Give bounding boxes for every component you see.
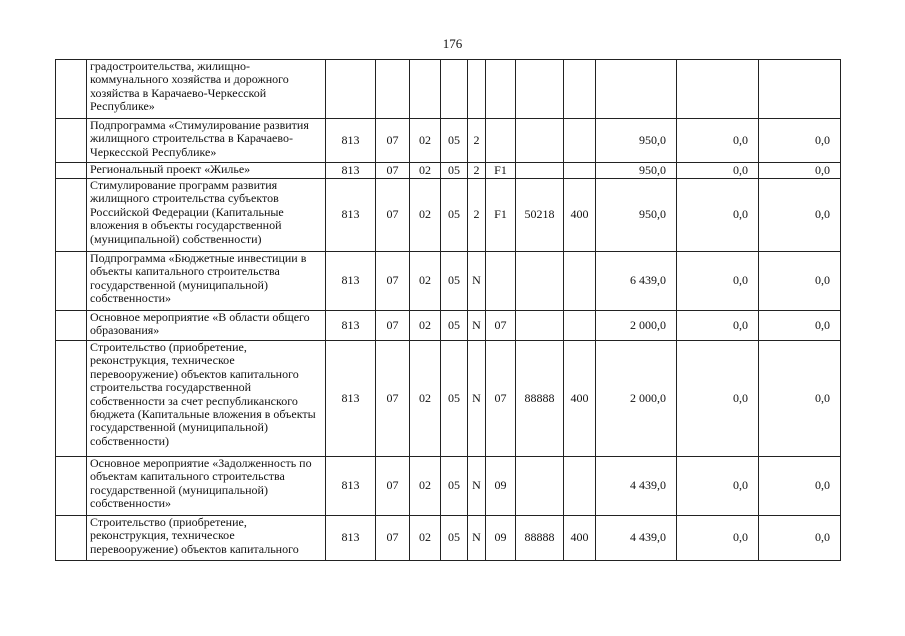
- table-row: [56, 311, 841, 341]
- ministry-code: 813: [326, 311, 376, 341]
- sum-2022: 0,0: [759, 311, 841, 341]
- sum-2020: 6 439,0: [596, 252, 677, 311]
- direction-code: 88888: [516, 341, 564, 457]
- subsection-code: 02: [410, 516, 441, 561]
- subprogram-code: N: [468, 252, 486, 311]
- section-code: 07: [376, 119, 410, 163]
- sum-2021: 0,0: [677, 311, 759, 341]
- subprogram-code: [468, 60, 486, 119]
- expense-type-code: 400: [564, 341, 596, 457]
- section-code: 07: [376, 457, 410, 516]
- project-code: 09: [486, 516, 516, 561]
- ministry-code: [326, 60, 376, 119]
- section-code: 07: [376, 179, 410, 252]
- subprogram-code: N: [468, 457, 486, 516]
- subsection-code: 02: [410, 119, 441, 163]
- sum-2021: 0,0: [677, 163, 759, 179]
- sum-2022: 0,0: [759, 163, 841, 179]
- row-number: [56, 516, 87, 561]
- sum-2022: 0,0: [759, 341, 841, 457]
- expense-type-code: [564, 60, 596, 119]
- sum-2020: 4 439,0: [596, 516, 677, 561]
- ministry-code: 813: [326, 163, 376, 179]
- table-row: [56, 119, 841, 163]
- section-code: 07: [376, 341, 410, 457]
- project-code: F1: [486, 163, 516, 179]
- row-number: [56, 341, 87, 457]
- sum-2020: 2 000,0: [596, 311, 677, 341]
- subsection-code: 02: [410, 341, 441, 457]
- row-name: Подпрограмма «Бюджетные инвестиции в объекты капитального строительства государственной (муниципальной) собственности»: [87, 252, 326, 311]
- project-code: [486, 60, 516, 119]
- subprogram-code: 2: [468, 163, 486, 179]
- row-name: Основное мероприятие «Задолженность по объектам капитального строительства государственной (муниципальной) собственности»: [87, 457, 326, 516]
- sum-2020: 4 439,0: [596, 457, 677, 516]
- sum-2020: 950,0: [596, 163, 677, 179]
- program-code: 05: [441, 179, 468, 252]
- subprogram-code: N: [468, 311, 486, 341]
- table-row: [56, 179, 841, 252]
- subprogram-code: N: [468, 516, 486, 561]
- page-number: 176: [442, 36, 463, 51]
- expense-type-code: 400: [564, 179, 596, 252]
- project-code: [486, 119, 516, 163]
- sum-2021: 0,0: [677, 252, 759, 311]
- project-code: [486, 252, 516, 311]
- direction-code: [516, 60, 564, 119]
- table-row: [56, 60, 841, 119]
- program-code: [441, 60, 468, 119]
- program-code: 05: [441, 252, 468, 311]
- subsection-code: 02: [410, 457, 441, 516]
- row-name: Подпрограмма «Стимулирование развития жилищного строительства в Карачаево-Черкесской Республике»: [87, 119, 326, 163]
- sum-2021: 0,0: [677, 179, 759, 252]
- row-name: Строительство (приобретение, реконструкция, техническое перевооружение) объектов капитального: [87, 516, 326, 561]
- sum-2021: 0,0: [677, 119, 759, 163]
- ministry-code: 813: [326, 179, 376, 252]
- expense-type-code: 400: [564, 516, 596, 561]
- sum-2020: 2 000,0: [596, 341, 677, 457]
- sum-2022: [759, 60, 841, 119]
- ministry-code: 813: [326, 252, 376, 311]
- row-number: [56, 60, 87, 119]
- program-code: 05: [441, 457, 468, 516]
- row-name: градостроительства, жилищно-коммунального хозяйства и дорожного хозяйства в Карачаево-Черкесской Республике»: [87, 60, 326, 119]
- row-number: [56, 252, 87, 311]
- sum-2020: 950,0: [596, 119, 677, 163]
- direction-code: [516, 163, 564, 179]
- sum-2022: 0,0: [759, 252, 841, 311]
- direction-code: [516, 119, 564, 163]
- table-row: [56, 163, 841, 179]
- subsection-code: 02: [410, 179, 441, 252]
- subsection-code: [410, 60, 441, 119]
- subsection-code: 02: [410, 163, 441, 179]
- program-code: 05: [441, 311, 468, 341]
- ministry-code: 813: [326, 516, 376, 561]
- program-code: 05: [441, 163, 468, 179]
- sum-2021: 0,0: [677, 516, 759, 561]
- direction-code: 50218: [516, 179, 564, 252]
- expense-type-code: [564, 457, 596, 516]
- direction-code: [516, 311, 564, 341]
- program-code: 05: [441, 516, 468, 561]
- sum-2022: 0,0: [759, 457, 841, 516]
- table-row: [56, 516, 841, 561]
- direction-code: 88888: [516, 516, 564, 561]
- table-row: [56, 252, 841, 311]
- expense-type-code: [564, 252, 596, 311]
- ministry-code: 813: [326, 341, 376, 457]
- subsection-code: 02: [410, 311, 441, 341]
- ministry-code: 813: [326, 119, 376, 163]
- project-code: 07: [486, 311, 516, 341]
- subprogram-code: N: [468, 341, 486, 457]
- sum-2021: [677, 60, 759, 119]
- sum-2021: 0,0: [677, 457, 759, 516]
- table-row: [56, 457, 841, 516]
- ministry-code: 813: [326, 457, 376, 516]
- subprogram-code: 2: [468, 179, 486, 252]
- direction-code: [516, 457, 564, 516]
- row-number: [56, 457, 87, 516]
- direction-code: [516, 252, 564, 311]
- sum-2020: [596, 60, 677, 119]
- subsection-code: 02: [410, 252, 441, 311]
- section-code: 07: [376, 163, 410, 179]
- row-name: Основное мероприятие «В области общего образования»: [87, 311, 326, 341]
- row-number: [56, 119, 87, 163]
- row-number: [56, 179, 87, 252]
- project-code: 09: [486, 457, 516, 516]
- table-body: [56, 60, 841, 561]
- section-code: 07: [376, 252, 410, 311]
- row-number: [56, 311, 87, 341]
- expense-type-code: [564, 311, 596, 341]
- row-name: Строительство (приобретение, реконструкция, техническое перевооружение) объектов капитального строительства государственной собственности за счет республиканского бюджета (Капитальные вложения в объекты государственной (муниципальной) собственности): [87, 341, 326, 457]
- row-name: Региональный проект «Жилье»: [87, 163, 326, 179]
- sum-2022: 0,0: [759, 179, 841, 252]
- row-number: [56, 163, 87, 179]
- project-code: 07: [486, 341, 516, 457]
- table-row: [56, 341, 841, 457]
- subprogram-code: 2: [468, 119, 486, 163]
- expense-type-code: [564, 119, 596, 163]
- sum-2021: 0,0: [677, 341, 759, 457]
- sum-2022: 0,0: [759, 516, 841, 561]
- section-code: 07: [376, 311, 410, 341]
- sum-2020: 950,0: [596, 179, 677, 252]
- sum-2022: 0,0: [759, 119, 841, 163]
- budget-table: [55, 59, 841, 561]
- row-name: Стимулирование программ развития жилищного строительства субъектов Российской Федерации (Капитальные вложения в объекты государственной (муниципальной) собственности): [87, 179, 326, 252]
- program-code: 05: [441, 119, 468, 163]
- section-code: 07: [376, 516, 410, 561]
- program-code: 05: [441, 341, 468, 457]
- section-code: [376, 60, 410, 119]
- expense-type-code: [564, 163, 596, 179]
- project-code: F1: [486, 179, 516, 252]
